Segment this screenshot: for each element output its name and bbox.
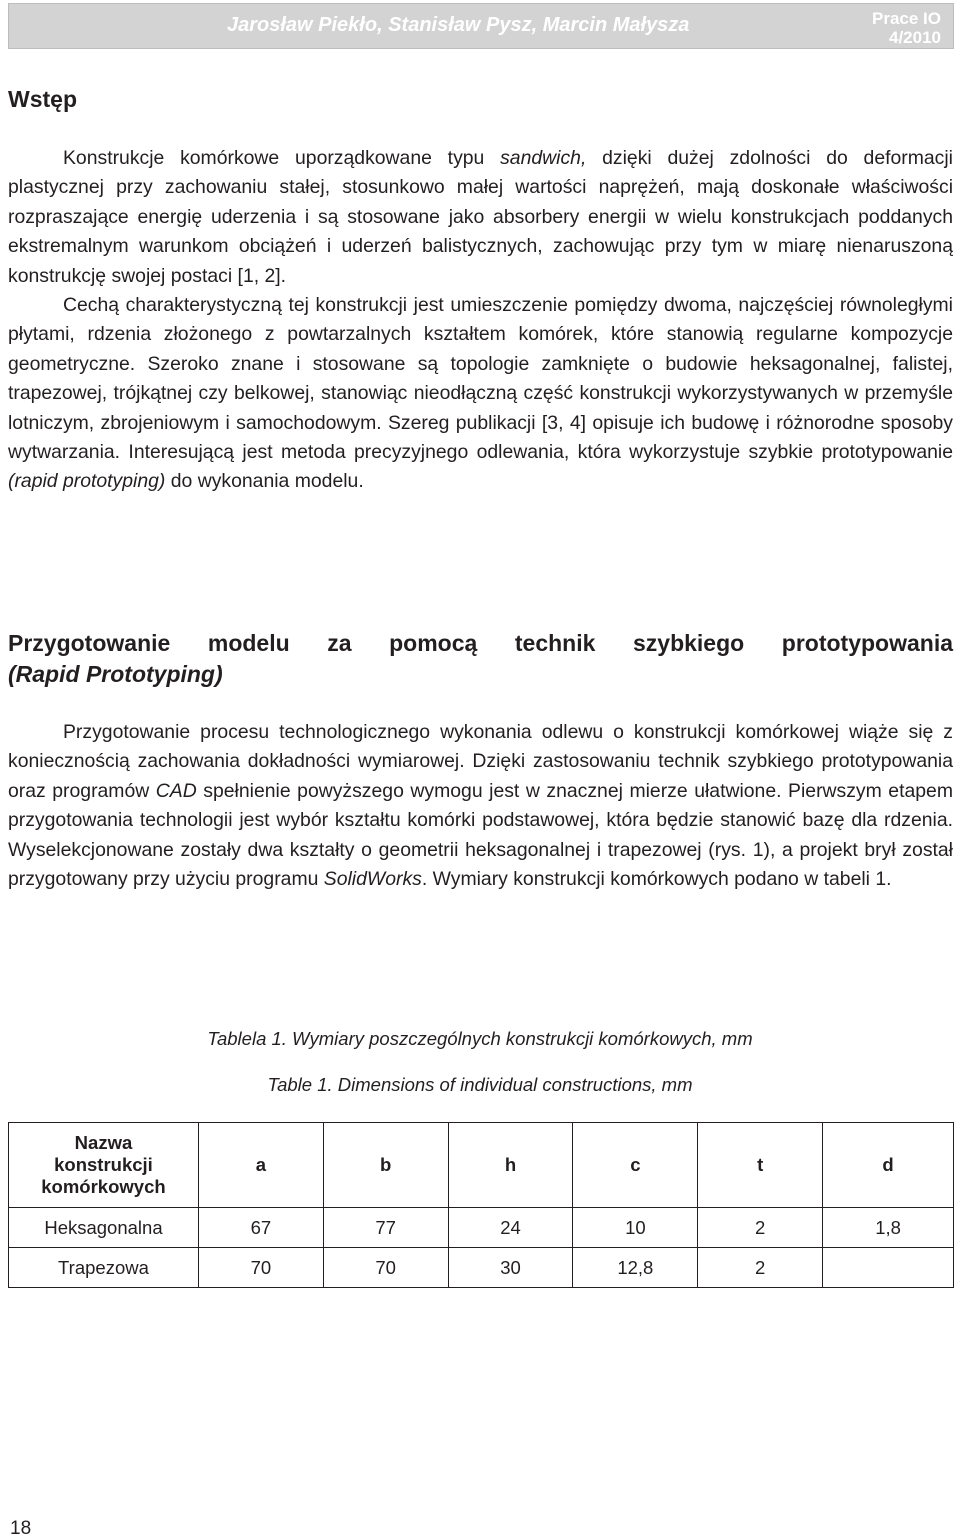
header-a: a: [198, 1123, 323, 1208]
header-h: h: [448, 1123, 573, 1208]
dimensions-table: [8, 1122, 954, 1288]
intro-body: [8, 144, 953, 497]
text-span: Przygotowanie procesu technologicznego wykonania odlewu o konstrukcji komórkowej wiąże się z koniecznością zachowania dokładności wymiarowej. Dzięki zastosowaniu technik szybkiego prototypowania oraz programów: [8, 721, 953, 802]
intro-paragraph-1: [8, 144, 953, 291]
italic-term: sandwich,: [500, 147, 587, 169]
italic-term: (rapid prototyping): [8, 470, 166, 493]
text-span: dzięki dużej zdolności do deformacji plastycznej przy zachowaniu stałej, stosunkowo małej wartości naprężeń, mają doskonałe właściwości rozpraszające energię uderzenia i są stosowane jako absorbery energii w wielu konstrukcjach poddanych ekstremalnym warunkom obciążeń i uderzeń balistycznych, zachowując przy tym w miarę nienaruszoną konstrukcję swojej postaci [1, 2].: [8, 147, 953, 287]
cell: Heksagonalna: [9, 1208, 199, 1248]
cell: 70: [323, 1248, 448, 1288]
cell: 10: [573, 1208, 698, 1248]
italic-term: SolidWorks: [323, 868, 422, 891]
table-caption-pl: Tablela 1. Wymiary poszczególnych konstrukcji komórkowych, mm: [207, 1028, 753, 1049]
text-span: Konstrukcje komórkowe uporządkowane typu: [63, 147, 501, 169]
cell: 67: [198, 1208, 323, 1248]
header-b: b: [323, 1123, 448, 1208]
section-title-line1: Przygotowanie modelu za pomocą technik szybkiego prototypowania: [8, 630, 953, 656]
header-c: c: [573, 1123, 698, 1208]
cell: 77: [323, 1208, 448, 1248]
italic-term: CAD: [155, 779, 197, 802]
header-authors: Jarosław Piekło, Stanisław Pysz, Marcin Małysza: [227, 14, 690, 36]
text-span: Cechą charakterystyczną tej konstrukcji jest umieszczenie pomiędzy dwoma, najczęściej równoległymi płytami, rdzenia złożonego z powtarzalnych kształtem komórek, które stanowią regularne kompozycje geometryczne. Szeroko znane i stosowane są topologie zamknięte o budowie heksagonalnej, falistej, trapezowej, trójkątnej czy belkowej, stanowiąc nieodłączną część konstrukcji wykorzystywanych w przemyśle lotniczym, zbrojeniowym i samochodowym. Szereg publikacji [3, 4] opisuje ich budowę i różnorodne sposoby wytwarzania. Interesującą jest metoda precyzyjnego odlewania, która wykorzystuje szybkie prototypowanie: [8, 294, 953, 464]
table-caption-en: Table 1. Dimensions of individual constructions, mm: [267, 1074, 693, 1095]
section-title-intro: Wstęp: [8, 86, 77, 112]
cell: [823, 1248, 954, 1288]
header-d: d: [823, 1123, 954, 1208]
page-number: 18: [10, 1518, 32, 1539]
rapid-prototyping-body: [8, 718, 953, 894]
intro-paragraph-2: [8, 291, 953, 497]
section-title-rapid-prototyping: [8, 628, 953, 690]
table-row: [9, 1208, 954, 1248]
cell: 2: [698, 1208, 823, 1248]
cell: 30: [448, 1248, 573, 1288]
cell: 12,8: [573, 1248, 698, 1288]
running-header: [8, 3, 954, 49]
text-span: . Wymiary konstrukcji komórkowych podano w tabeli 1.: [421, 868, 892, 891]
header-journal-issue: 4/2010: [889, 28, 941, 47]
header-journal-info: [872, 9, 941, 47]
text-span: do wykonania modelu.: [165, 470, 364, 493]
table-row: [9, 1248, 954, 1288]
cell: Trapezowa: [9, 1248, 199, 1288]
cell: 24: [448, 1208, 573, 1248]
section-title-line2: (Rapid Prototyping): [8, 661, 223, 687]
rp-paragraph-1: [8, 718, 953, 894]
cell: 70: [198, 1248, 323, 1288]
cell: 1,8: [823, 1208, 954, 1248]
text-span: spełnienie powyższego wymogu jest w znacznej mierze ułatwione. Pierwszym etapem przygotowania technologii jest wybór kształtu komórki podstawowej, która będzie stanowić bazę dla rdzenia. Wyselekcjonowane zostały dwa kształty o geometrii heksagonalnej i trapezowej (rys. 1), a projekt brył został przygotowany przy użyciu programu: [8, 779, 953, 891]
header-journal-title: Prace IO: [872, 9, 941, 28]
header-t: t: [698, 1123, 823, 1208]
header-name: Nazwa konstrukcji komórkowych: [9, 1123, 199, 1208]
cell: 2: [698, 1248, 823, 1288]
table-header-row: [9, 1123, 954, 1208]
